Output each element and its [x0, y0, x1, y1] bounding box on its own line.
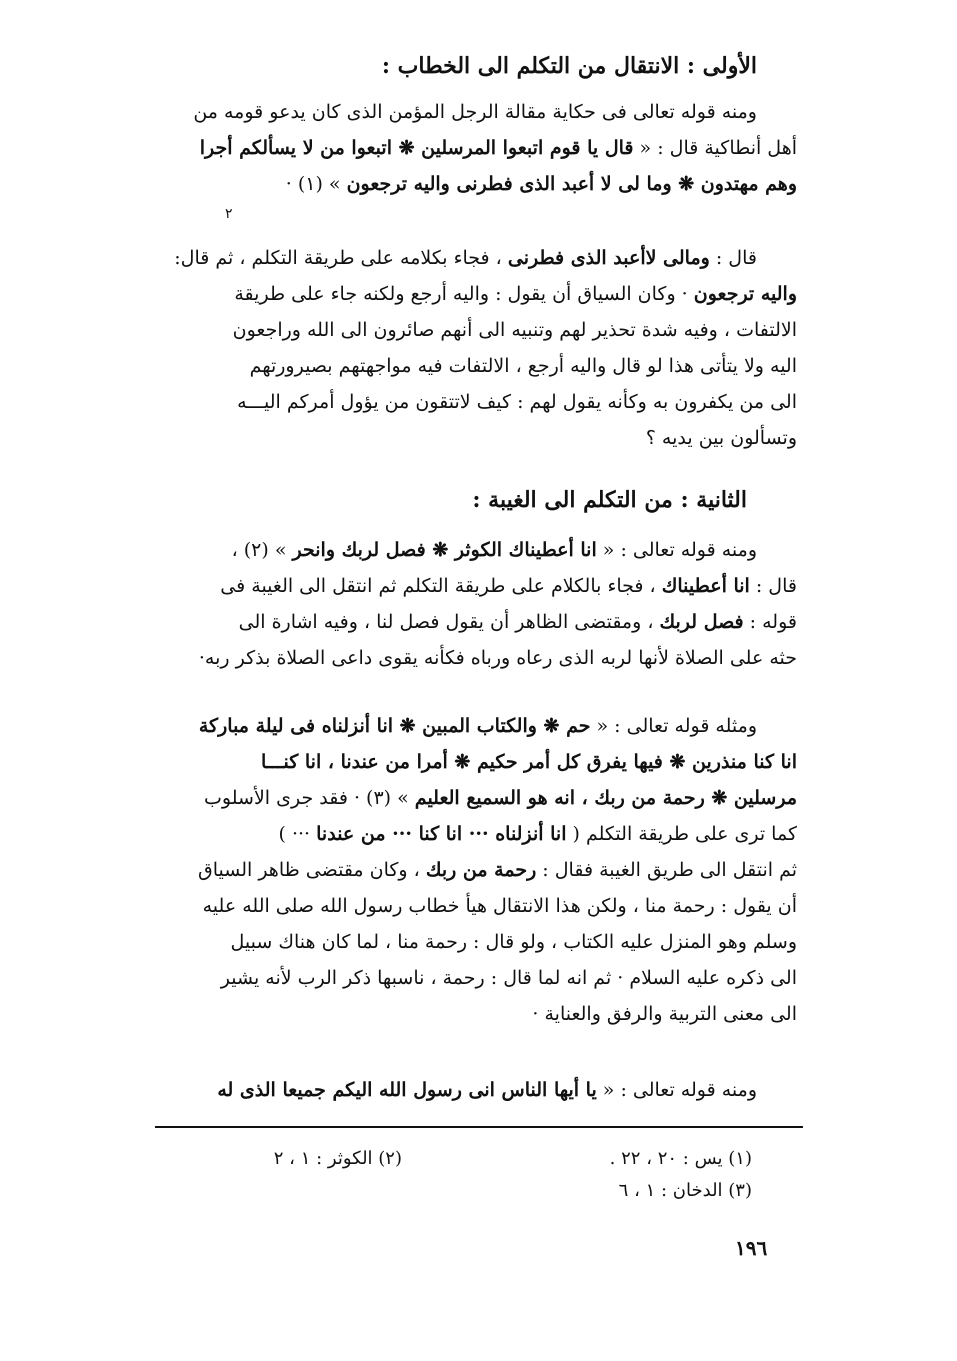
footnote-2: (٢) الكوثر : ١ ، ٢ [273, 1148, 402, 1169]
text: ومنه قوله تعالى : « [596, 1079, 757, 1101]
line: الى من يكفرون به وكأنه يقول لهم : كيف لاتتقون من يؤول أمركم اليـــه [237, 391, 797, 413]
line [127, 604, 797, 640]
heading-text: الثانية : من التكلم الى الغيبة : [472, 487, 747, 513]
footnote-1: (١) يس : ٢٠ ، ٢٢ . [609, 1148, 752, 1169]
line [127, 852, 797, 888]
line: ومنه قوله تعالى فى حكاية مقالة الرجل المؤمن الذى كان يدعو قومه من [193, 101, 757, 123]
text: ثم انتقل الى طريق الغيبة فقال : [536, 859, 797, 881]
stray-mark: ٢ [225, 206, 233, 222]
text: » (٢) ، [231, 539, 293, 561]
quran-quote: فصل لربك [659, 611, 744, 633]
text: ، فجاء بالكلام على طريقة التكلم ثم انتقل الى الغيبة فى [220, 575, 662, 597]
quran-quote: رحمة من ربك [425, 859, 537, 881]
paragraph-5 [127, 1072, 797, 1108]
line [127, 568, 797, 604]
text: » (٣) · فقد جرى الأسلوب [204, 787, 415, 809]
text: · وكان السياق أن يقول : واليه أرجع ولكنه جاء على طريقة [234, 283, 694, 305]
quran-quote: يا أيها الناس انى رسول الله اليكم جميعا الذى له [217, 1079, 597, 1101]
text: ، وكان مقتضى ظاهر السياق [198, 859, 426, 881]
text: أهل أنطاكية قال : « [633, 137, 797, 159]
paragraph-1 [127, 94, 797, 202]
line: اليه ولا يتأتى هذا لو قال واليه أرجع ، الالتفات فيه مواجهتهم بصيرورتهم [249, 355, 797, 377]
paragraph-3 [127, 532, 797, 676]
quran-quote: مرسلين ❋ رحمة من ربك ، انه هو السميع العليم [414, 787, 797, 809]
text: ومنه قوله تعالى : « [596, 539, 757, 561]
quran-quote: واليه ترجعون [693, 283, 797, 305]
section-heading-second [247, 482, 747, 518]
quran-quote: وهم مهتدون ❋ وما لى لا أعبد الذى فطرنى واليه ترجعون [346, 173, 797, 195]
line [127, 532, 797, 568]
text: كما ترى على طريقة التكلم ( [566, 823, 797, 845]
line: الى معنى التربية والرفق والعناية · [532, 1003, 797, 1025]
quran-quote: حم ❋ والكتاب المبين ❋ انا أنزلناه فى ليلة مباركة [198, 715, 591, 737]
line [127, 276, 797, 312]
line: أن يقول : رحمة منا ، ولكن هذا الانتقال هيأ خطاب رسول الله صلى الله عليه [202, 895, 797, 917]
quran-quote: انا كنا منذرين ❋ فيها يفرق كل أمر حكيم ❋ أمرا من عندنا ، انا كنـــا [260, 751, 797, 773]
text: ومثله قوله تعالى : « [590, 715, 757, 737]
line [127, 240, 797, 276]
line: الى ذكره عليه السلام · ثم انه لما قال : رحمة ، ناسبها ذكر الرب لأنه يشير [220, 967, 797, 989]
line [127, 780, 797, 816]
page-number: ١٩٦ [735, 1236, 768, 1260]
heading-text: الأولى : الانتقال من التكلم الى الخطاب : [381, 53, 757, 79]
paragraph-4 [127, 708, 797, 1032]
line: حثه على الصلاة لأنها لربه الذى رعاه ورباه فكأنه يقوى داعى الصلاة بذكر ربه· [198, 647, 797, 669]
quran-quote: قال يا قوم اتبعوا المرسلين ❋ اتبعوا من لا يسألكم أجرا [199, 137, 634, 159]
line: الالتفات ، وفيه شدة تحذير لهم وتنبيه الى أنهم صائرون الى الله وراجعون [232, 319, 797, 341]
line: وسلم وهو المنزل عليه الكتاب ، ولو قال : رحمة منا ، لما كان هناك سبيل [230, 931, 797, 953]
quran-quote: ومالى لاأعبد الذى فطرنى [507, 247, 710, 269]
line [127, 744, 797, 780]
quran-quote: انا أعطيناك الكوثر ❋ فصل لربك وانحر [292, 539, 597, 561]
text: ، ومقتضى الظاهر أن يقول فصل لنا ، وفيه اشارة الى [238, 611, 660, 633]
text: ··· ) [278, 823, 317, 845]
footnote-divider [155, 1126, 803, 1128]
line [127, 708, 797, 744]
quran-quote: انا أعطيناك [661, 575, 750, 597]
text: ، فجاء بكلامه على طريقة التكلم ، ثم قال: [174, 247, 508, 269]
text: قال : [749, 575, 797, 597]
section-heading-first [197, 48, 757, 84]
text: » (١) · [285, 173, 347, 195]
line [127, 816, 797, 852]
footnote-3: (٣) الدخان : ١ ، ٦ [618, 1180, 752, 1201]
text: قال : [709, 247, 757, 269]
text: قوله : [743, 611, 797, 633]
quran-quote: انا أنزلناه ··· انا كنا ··· من عندنا [316, 823, 567, 845]
line [127, 130, 797, 166]
line [127, 166, 797, 202]
line: وتسألون بين يديه ؟ [645, 427, 797, 449]
line [127, 1072, 797, 1108]
paragraph-2 [127, 240, 797, 456]
